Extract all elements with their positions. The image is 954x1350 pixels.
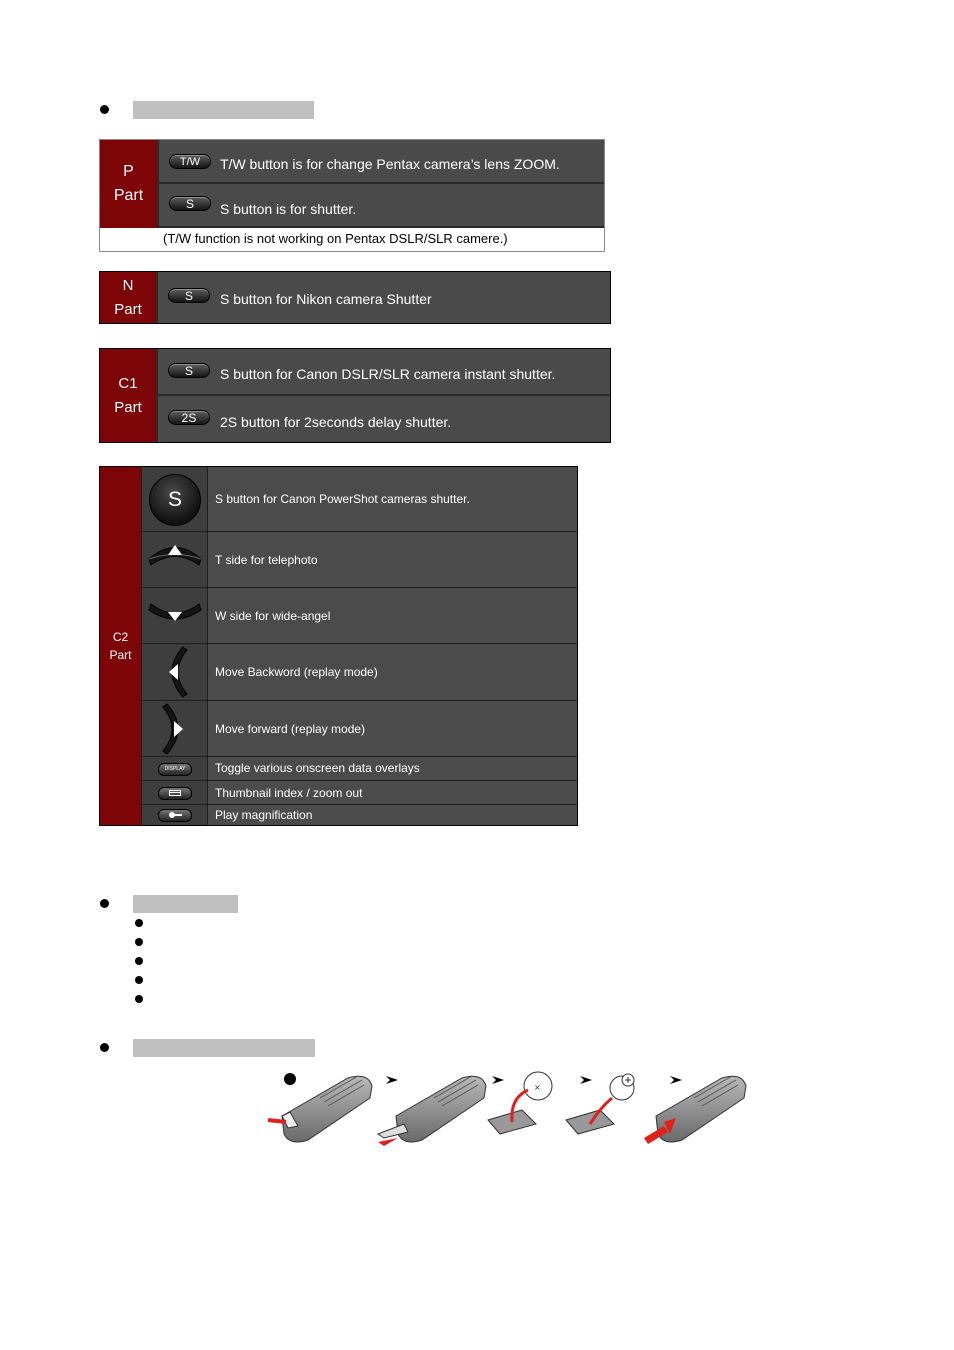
c2-row-text: Move forward (replay mode) bbox=[215, 722, 366, 736]
c1-row-s-text: S button for Canon DSLR/SLR camera instant shutter. bbox=[220, 366, 556, 382]
part-letter: N bbox=[122, 276, 134, 294]
remote-step-1-icon bbox=[268, 1076, 372, 1142]
p-row-tw bbox=[159, 140, 604, 184]
c2-icon-cell bbox=[142, 532, 208, 587]
svg-text:×: × bbox=[534, 1083, 541, 1092]
c2-row-wide bbox=[142, 588, 577, 644]
step-arrow-icon bbox=[670, 1076, 682, 1084]
c2-row-text: S button for Canon PowerShot cameras shutter. bbox=[215, 492, 470, 506]
part-word: Part bbox=[113, 187, 144, 204]
tw-button-icon: T/W bbox=[169, 154, 211, 169]
round-shutter-button-icon bbox=[149, 474, 201, 526]
c2-row-text: W side for wide-angel bbox=[215, 609, 331, 623]
section-bullet bbox=[100, 1043, 109, 1052]
part-word: Part bbox=[109, 648, 132, 662]
n-part-label bbox=[100, 272, 158, 323]
part-word: Part bbox=[114, 300, 142, 318]
p-note: (T/W function is not working on Pentax DSLR/SLR camere.) bbox=[163, 231, 508, 246]
wide-angle-arrow-icon bbox=[143, 588, 207, 642]
n-part-panel bbox=[99, 271, 611, 324]
section-bullet bbox=[100, 899, 109, 908]
p-row-s bbox=[159, 184, 604, 228]
c2-row-text: Thumbnail index / zoom out bbox=[215, 786, 363, 800]
c2-row-text: T side for telephoto bbox=[215, 553, 318, 567]
section-bullet bbox=[100, 105, 109, 114]
c2-row-text: Play magnification bbox=[215, 808, 313, 822]
part-letter: C2 bbox=[112, 630, 129, 644]
step-arrow-icon bbox=[492, 1076, 504, 1084]
step-arrow-icon bbox=[580, 1076, 592, 1084]
c1-part-label bbox=[100, 349, 158, 442]
c1-part-panel bbox=[99, 348, 611, 443]
list-bullet bbox=[135, 995, 143, 1003]
left-arrow-icon bbox=[143, 644, 207, 700]
s-button-icon: S bbox=[168, 288, 210, 303]
p-part-panel bbox=[99, 139, 605, 252]
p-row-s-text: S button is for shutter. bbox=[220, 201, 357, 217]
list-bullet bbox=[135, 919, 143, 927]
remote-step-5-icon bbox=[644, 1076, 746, 1144]
c2-part-label bbox=[100, 467, 142, 825]
list-bullet bbox=[135, 938, 143, 946]
list-bullet bbox=[135, 957, 143, 965]
part-letter: P bbox=[123, 163, 134, 180]
c2-row-thumbnail bbox=[142, 781, 577, 805]
magnify-button-icon bbox=[158, 809, 192, 822]
c2-row-text: Toggle various onscreen data overlays bbox=[215, 761, 420, 775]
s-button-icon: S bbox=[168, 363, 210, 378]
battery-replacement-illustration bbox=[260, 1068, 760, 1153]
c2-icon-cell bbox=[142, 805, 208, 825]
p-row-tw-text: T/W button is for change Pentax camera’s lens ZOOM. bbox=[220, 156, 560, 172]
c2-row-text: Move Backword (replay mode) bbox=[215, 665, 378, 679]
c2-icon-cell bbox=[142, 588, 208, 643]
c1-row-2s bbox=[158, 396, 610, 442]
c1-row-2s-text: 2S button for 2seconds delay shutter. bbox=[220, 414, 452, 430]
c2-row-shutter bbox=[142, 467, 577, 532]
section-heading-highlight bbox=[133, 895, 238, 913]
c2-part-panel bbox=[99, 466, 578, 826]
display-button-icon: DISPLAY bbox=[158, 763, 192, 776]
s-button-icon: S bbox=[169, 196, 211, 211]
c2-icon-cell bbox=[142, 701, 208, 756]
step-bullet bbox=[284, 1073, 296, 1085]
n-row-s bbox=[158, 272, 610, 323]
part-letter: C1 bbox=[118, 374, 138, 392]
section-heading-highlight bbox=[133, 1039, 315, 1057]
shutter-button-label: S bbox=[167, 488, 182, 511]
c2-row-display bbox=[142, 757, 577, 781]
n-row-s-text: S button for Nikon camera Shutter bbox=[220, 291, 432, 307]
telephoto-arrow-icon bbox=[143, 532, 207, 586]
c2-icon-cell bbox=[142, 467, 208, 531]
list-bullet bbox=[135, 976, 143, 984]
2s-button-icon: 2S bbox=[168, 410, 210, 425]
c2-icon-cell bbox=[142, 757, 208, 780]
c2-row-forward bbox=[142, 701, 577, 757]
battery-tray-step-4-icon bbox=[566, 1074, 634, 1134]
step-arrow-icon bbox=[386, 1076, 398, 1084]
p-part-label bbox=[100, 140, 159, 228]
remote-step-2-icon bbox=[378, 1076, 486, 1146]
right-arrow-icon bbox=[143, 701, 207, 757]
part-word: Part bbox=[114, 398, 142, 416]
c2-icon-cell bbox=[142, 781, 208, 804]
c2-row-telephoto bbox=[142, 532, 577, 588]
c2-row-magnify bbox=[142, 805, 577, 825]
c2-row-backward bbox=[142, 644, 577, 701]
c2-icon-cell bbox=[142, 644, 208, 700]
thumbnail-button-icon bbox=[158, 787, 192, 800]
c1-row-s bbox=[158, 349, 610, 396]
section-heading-highlight bbox=[133, 101, 314, 119]
